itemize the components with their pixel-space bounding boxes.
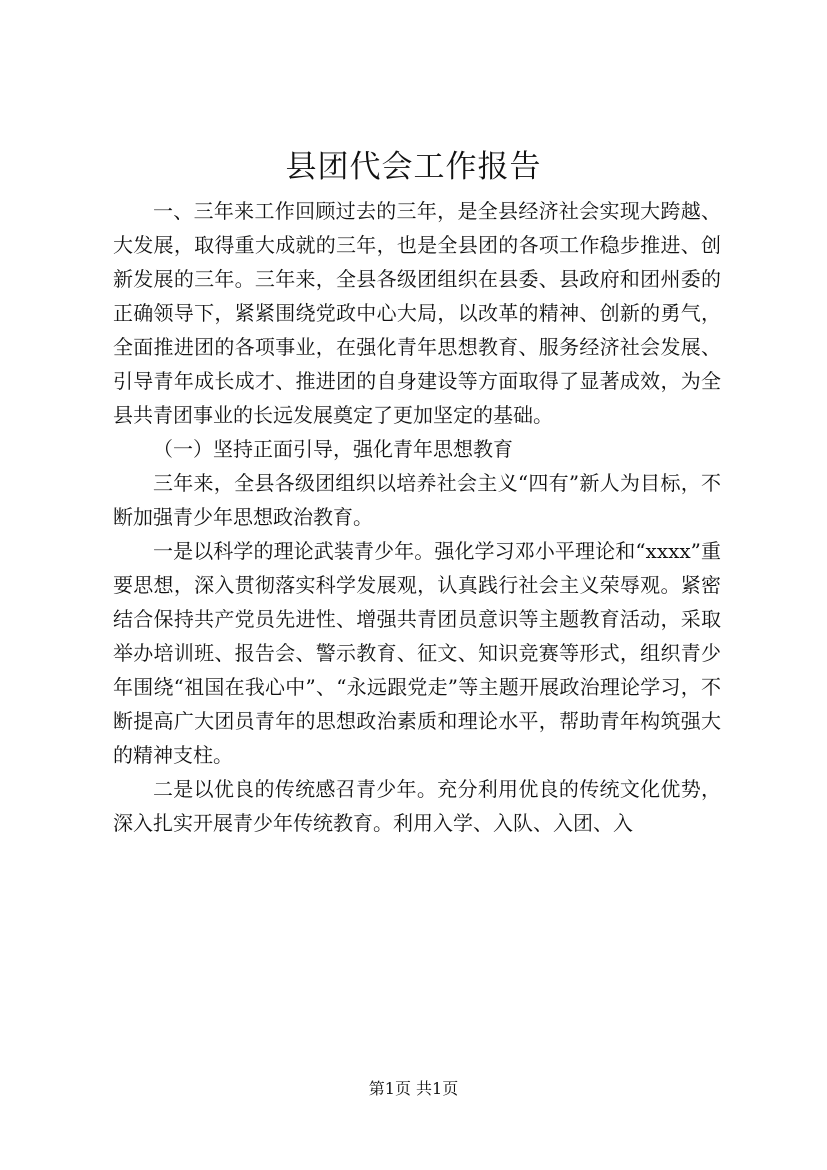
paragraph: 一、三年来工作回顾过去的三年，是全县经济社会实现大跨越、大发展，取得重大成就的三年，也是全县团的各项工作稳步推进、创新发展的三年。三年来，全县各级团组织在县委、县政府和团州委的正确领导下，紧紧围绕党政中心大局，以改革的精神、创新的勇气，全面推进团的各项事业，在强化青年思想教育、服务经济社会发展、引导青年成长成才、推进团的自身建设等方面取得了显著成效，为全县共青团事业的长远发展奠定了更加坚定的基础。	[113, 199, 721, 427]
page-footer	[0, 1078, 827, 1100]
document-title: 县团代会工作报告	[285, 149, 542, 185]
paragraph: 三年来，全县各级团组织以培养社会主义“四有”新人为目标，不断加强青少年思想政治教育。	[113, 471, 721, 529]
document-body	[113, 194, 721, 840]
paragraph: 二是以优良的传统感召青少年。充分利用优良的传统文化优势，深入扎实开展青少年传统教育。利用入学、入队、入团、入	[113, 777, 721, 835]
paragraph: 一是以科学的理论武装青少年。强化学习邓小平理论和“xxxx”重要思想，深入贯彻落实科学发展观，认真践行社会主义荣辱观。紧密结合保持共产党员先进性、增强共青团员意识等主题教育活动，采取举办培训班、报告会、警示教育、征文、知识竞赛等形式，组织青少年围绕“祖国在我心中”、“永远跟党走”等主题开展政治理论学习，不断提高广大团员青年的思想政治素质和理论水平，帮助青年构筑强大的精神支柱。	[113, 539, 721, 767]
section-heading: （一）坚持正面引导，强化青年思想教育	[153, 437, 513, 461]
page-number: 第1页 共1页	[368, 1079, 459, 1098]
